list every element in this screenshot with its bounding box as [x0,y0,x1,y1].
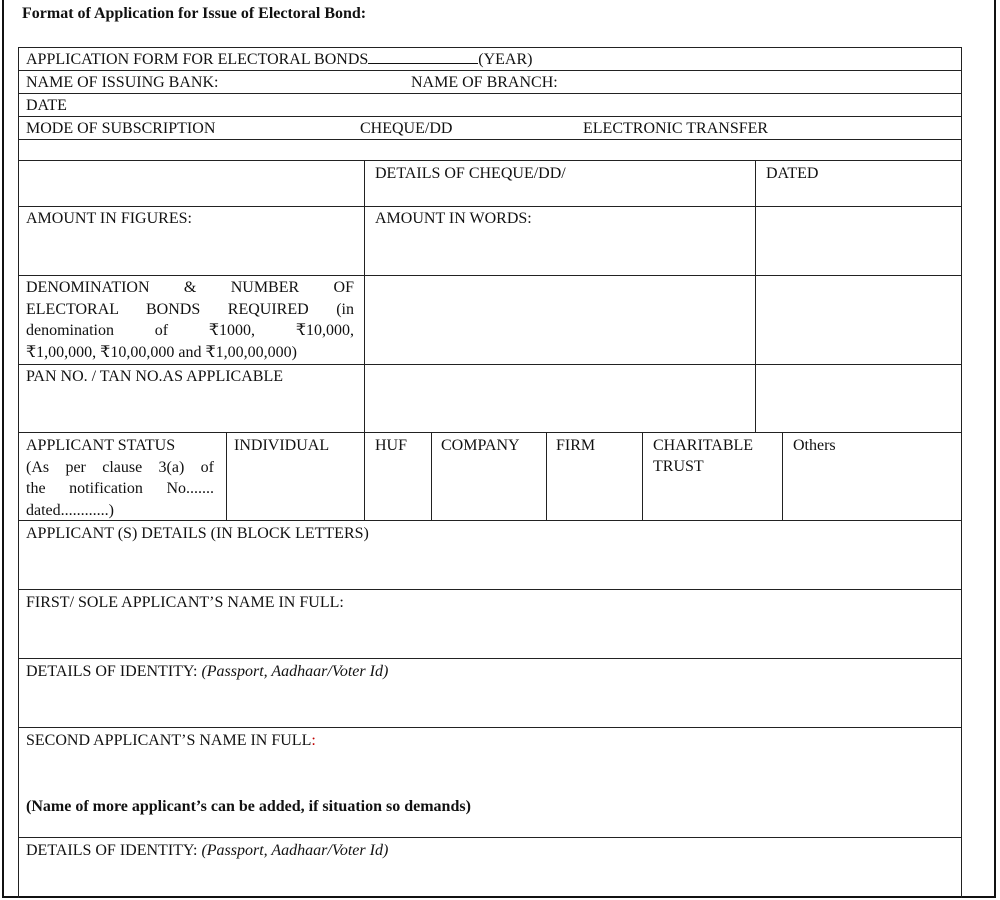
charitable-line: CHARITABLE [653,437,754,454]
rule-col [782,432,783,520]
rule [18,837,962,838]
status-firm-option[interactable]: FIRM [556,437,596,454]
more-applicants-note: (Name of more applicant’s can be added, if situation so demands) [26,798,471,815]
rule [18,275,962,276]
rule [18,589,962,590]
cheque-details-label: DETAILS OF CHEQUE/DD/ [375,165,566,182]
status-line: (As per clause 3(a) of [26,458,214,476]
denomination-line: DENOMINATION & NUMBER OF [26,279,354,296]
identity-details-second [26,840,388,861]
rule-col [364,432,365,520]
rule [18,160,962,161]
status-line: APPLICANT STATUS [26,437,176,454]
denomination-line: ELECTORAL BONDS REQUIRED (in [26,300,354,318]
identity-hint: (Passport, Aadhaar/Voter Id) [201,842,389,859]
rule-right [961,47,962,898]
rule-col [546,432,547,520]
applicant-status-label [26,435,214,521]
status-individual-option[interactable]: INDIVIDUAL [234,437,330,454]
cheque-dd-option[interactable]: CHEQUE/DD [360,120,453,137]
amount-in-words-label: AMOUNT IN WORDS: [375,210,532,227]
identity-hint: (Passport, Aadhaar/Voter Id) [201,663,389,680]
identity-label: DETAILS OF IDENTITY: [26,663,202,680]
second-applicant-colon: : [311,732,316,749]
status-company-option[interactable]: COMPANY [441,437,520,454]
year-label: (YEAR) [478,51,533,68]
rule [18,70,962,71]
application-form-label: APPLICATION FORM FOR ELECTORAL BONDS [26,51,369,68]
identity-label: DETAILS OF IDENTITY: [26,842,202,859]
mode-of-subscription-label: MODE OF SUBSCRIPTION [26,120,216,137]
status-line: the notification No....... [26,480,214,497]
trust-line: TRUST [653,458,704,475]
rule-col [431,432,432,520]
applicant-details-label: APPLICANT (S) DETAILS (IN BLOCK LETTERS) [26,525,369,542]
rule-left [18,47,19,898]
pan-tan-label: PAN NO. / TAN NO.AS APPLICABLE [26,368,283,385]
rule [18,93,962,94]
rule-col [226,432,227,520]
rule-col [755,160,756,432]
status-others-option[interactable]: Others [793,437,836,454]
branch-label: NAME OF BRANCH: [411,74,558,91]
denomination-label [26,277,354,363]
rule [18,364,962,365]
issuing-bank-label: NAME OF ISSUING BANK: [26,74,219,91]
electronic-transfer-option[interactable]: ELECTRONIC TRANSFER [583,120,769,137]
rule [18,116,962,117]
amount-in-figures-label: AMOUNT IN FIGURES: [26,210,192,227]
rule-col [642,432,643,520]
rule-top [18,47,962,48]
year-blank-field[interactable] [368,50,478,64]
dated-label: DATED [766,165,819,182]
status-line: dated............) [26,501,114,519]
denomination-line: denomination of ₹1000, ₹10,000, [26,322,354,339]
identity-details-first [26,661,388,682]
second-applicant-name-label: SECOND APPLICANT’S NAME IN FULL [26,732,312,749]
status-huf-option[interactable]: HUF [375,437,408,454]
rule [18,139,962,140]
denomination-line: ₹1,00,000, ₹10,00,000 and ₹1,00,00,000) [26,343,297,361]
form-heading: Format of Application for Issue of Electoral Bond: [22,5,367,22]
rule-col [364,160,365,432]
application-form-row [26,49,532,70]
rule [18,432,962,433]
status-charitable-trust-option[interactable] [653,435,753,477]
second-applicant-name-row [26,730,316,751]
rule [18,727,962,728]
rule [18,658,962,659]
first-applicant-name-label: FIRST/ SOLE APPLICANT’S NAME IN FULL: [26,594,344,611]
rule [18,206,962,207]
date-label: DATE [26,97,67,114]
